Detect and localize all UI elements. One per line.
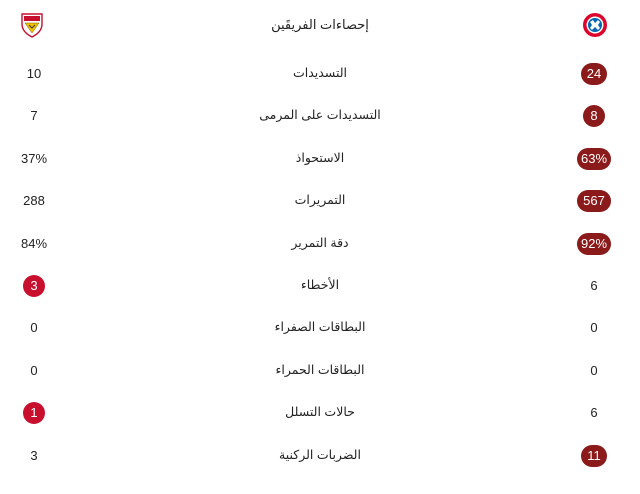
stat-row	[0, 223, 640, 265]
stat-row	[0, 138, 640, 180]
home-value: 92%	[577, 233, 611, 255]
away-value: 10	[26, 66, 42, 81]
away-value: 3	[23, 275, 45, 297]
away-value: 0	[30, 362, 38, 378]
away-value: 0	[30, 320, 38, 336]
stat-row	[0, 180, 640, 222]
stat-row	[0, 350, 640, 392]
stat-row	[0, 435, 640, 477]
stat-label: التسديدات	[292, 66, 348, 80]
away-value: 37%	[20, 150, 48, 166]
away-value: 288	[23, 193, 45, 209]
away-value: 3	[30, 447, 38, 463]
stat-label: دقة التمرير	[291, 235, 349, 250]
stat-row	[0, 307, 640, 349]
stat-label: الأخطاء	[300, 277, 340, 292]
stat-row	[0, 265, 640, 307]
stats-list	[0, 53, 640, 477]
home-value: 63%	[577, 148, 611, 170]
home-value: 0	[590, 362, 598, 378]
vfb-stuttgart-logo-icon	[20, 12, 44, 38]
away-value: 7	[30, 108, 38, 124]
home-value: 0	[590, 320, 598, 336]
stat-label: البطاقات الحمراء	[275, 362, 365, 377]
stat-label: الضربات الركنية	[279, 447, 361, 462]
home-value: 8	[583, 105, 605, 127]
home-value: 567	[577, 190, 611, 212]
stat-label: البطاقات الصفراء	[274, 320, 366, 335]
home-value: 6	[590, 277, 598, 293]
stat-label: التمريرات	[294, 193, 346, 208]
stat-row	[0, 53, 640, 95]
home-value: 24	[581, 63, 607, 85]
stats-header	[0, 0, 640, 50]
home-value: 11	[581, 445, 607, 467]
away-value: 84%	[20, 235, 48, 251]
away-value: 1	[23, 402, 45, 424]
stat-label: الاستحواذ	[295, 150, 345, 165]
stat-label: حالات التسلل	[285, 405, 355, 420]
home-value: 6	[590, 405, 598, 421]
page-title: إحصاءات الفريقَين	[271, 17, 369, 32]
bayern-munich-logo-icon	[582, 12, 608, 38]
stat-row	[0, 392, 640, 434]
stat-row	[0, 95, 640, 137]
stat-label: التسديدات على المرمى	[259, 108, 381, 123]
